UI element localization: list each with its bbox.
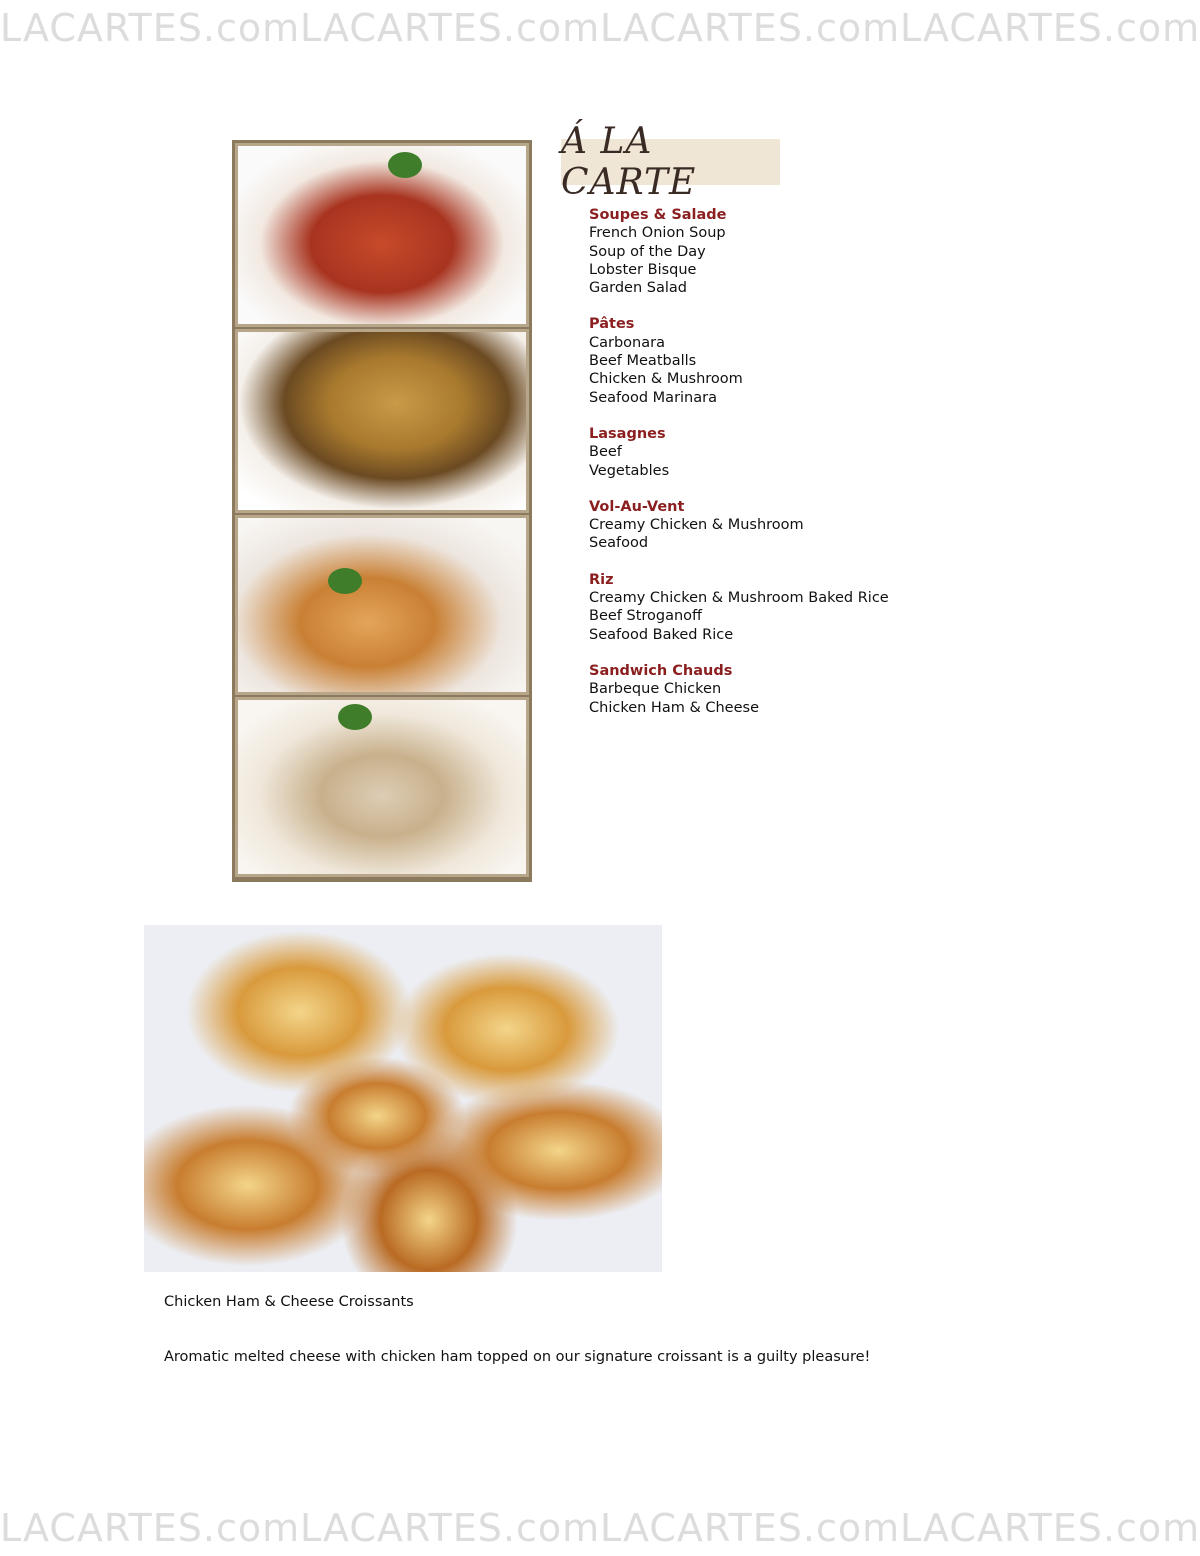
- section-title: Lasagnes: [589, 425, 666, 442]
- parsley-garnish: [388, 152, 422, 178]
- menu-item: Seafood Marinara: [589, 389, 717, 406]
- menu-section: [589, 425, 1009, 480]
- vol-au-vent-photo: [235, 515, 529, 695]
- menu-item: Chicken & Mushroom: [589, 371, 743, 388]
- menu-item: Seafood: [589, 535, 649, 552]
- parsley-garnish: [328, 568, 362, 594]
- menu-item: Beef Stroganoff: [589, 608, 703, 625]
- menu-item: Vegetables: [589, 462, 670, 479]
- watermark-text: LACARTES.com: [300, 1506, 601, 1550]
- menu-section: [589, 206, 1009, 297]
- section-title: Vol-Au-Vent: [589, 498, 685, 515]
- menu-item: French Onion Soup: [589, 225, 726, 242]
- menu-item: Carbonara: [589, 334, 665, 351]
- menu-item: Chicken Ham & Cheese: [589, 699, 759, 716]
- menu-item: Barbeque Chicken: [589, 681, 722, 698]
- menu-item: Beef: [589, 444, 622, 461]
- menu-section: [589, 498, 1009, 553]
- watermark-text: LACARTES.com: [900, 6, 1200, 50]
- menu-item: Creamy Chicken & Mushroom Baked Rice: [589, 590, 889, 607]
- menu-title: Á LA CARTE: [561, 121, 697, 203]
- feature-description: Aromatic melted cheese with chicken ham topped on our signature croissant is a guilty pleasure!: [164, 1349, 871, 1365]
- onion-soup-photo: [235, 329, 529, 513]
- menu-item: Garden Salad: [589, 280, 687, 297]
- menu-item: Beef Meatballs: [589, 353, 697, 370]
- menu-list: [589, 206, 1009, 735]
- chicken-mushroom-pasta-photo: [235, 697, 529, 877]
- food-photo-stack: [232, 140, 532, 882]
- menu-item: Soup of the Day: [589, 243, 706, 260]
- watermark-text: LACARTES.com: [0, 6, 301, 50]
- watermark-text: LACARTES.com: [600, 6, 901, 50]
- watermark-text: LACARTES.com: [300, 6, 601, 50]
- menu-section: [589, 315, 1009, 406]
- watermark-top: [0, 0, 1200, 56]
- menu-title-banner: [561, 121, 780, 203]
- watermark-text: LACARTES.com: [0, 1506, 301, 1550]
- menu-item: Seafood Baked Rice: [589, 626, 734, 643]
- watermark-text: LACARTES.com: [600, 1506, 901, 1550]
- menu-section: [589, 571, 1009, 644]
- parsley-garnish: [338, 704, 372, 730]
- section-title: Sandwich Chauds: [589, 662, 733, 679]
- spaghetti-meatballs-photo: [235, 143, 529, 327]
- section-title: Riz: [589, 571, 614, 588]
- croissant-photo: [144, 925, 662, 1272]
- section-title: Soupes & Salade: [589, 207, 727, 223]
- menu-item: Creamy Chicken & Mushroom: [589, 517, 804, 534]
- feature-caption: Chicken Ham & Cheese Croissants: [164, 1294, 414, 1310]
- watermark-text: LACARTES.com: [900, 1506, 1200, 1550]
- section-title: Pâtes: [589, 316, 635, 333]
- watermark-bottom: [0, 1500, 1200, 1556]
- menu-item: Lobster Bisque: [589, 261, 697, 278]
- menu-section: [589, 662, 1009, 717]
